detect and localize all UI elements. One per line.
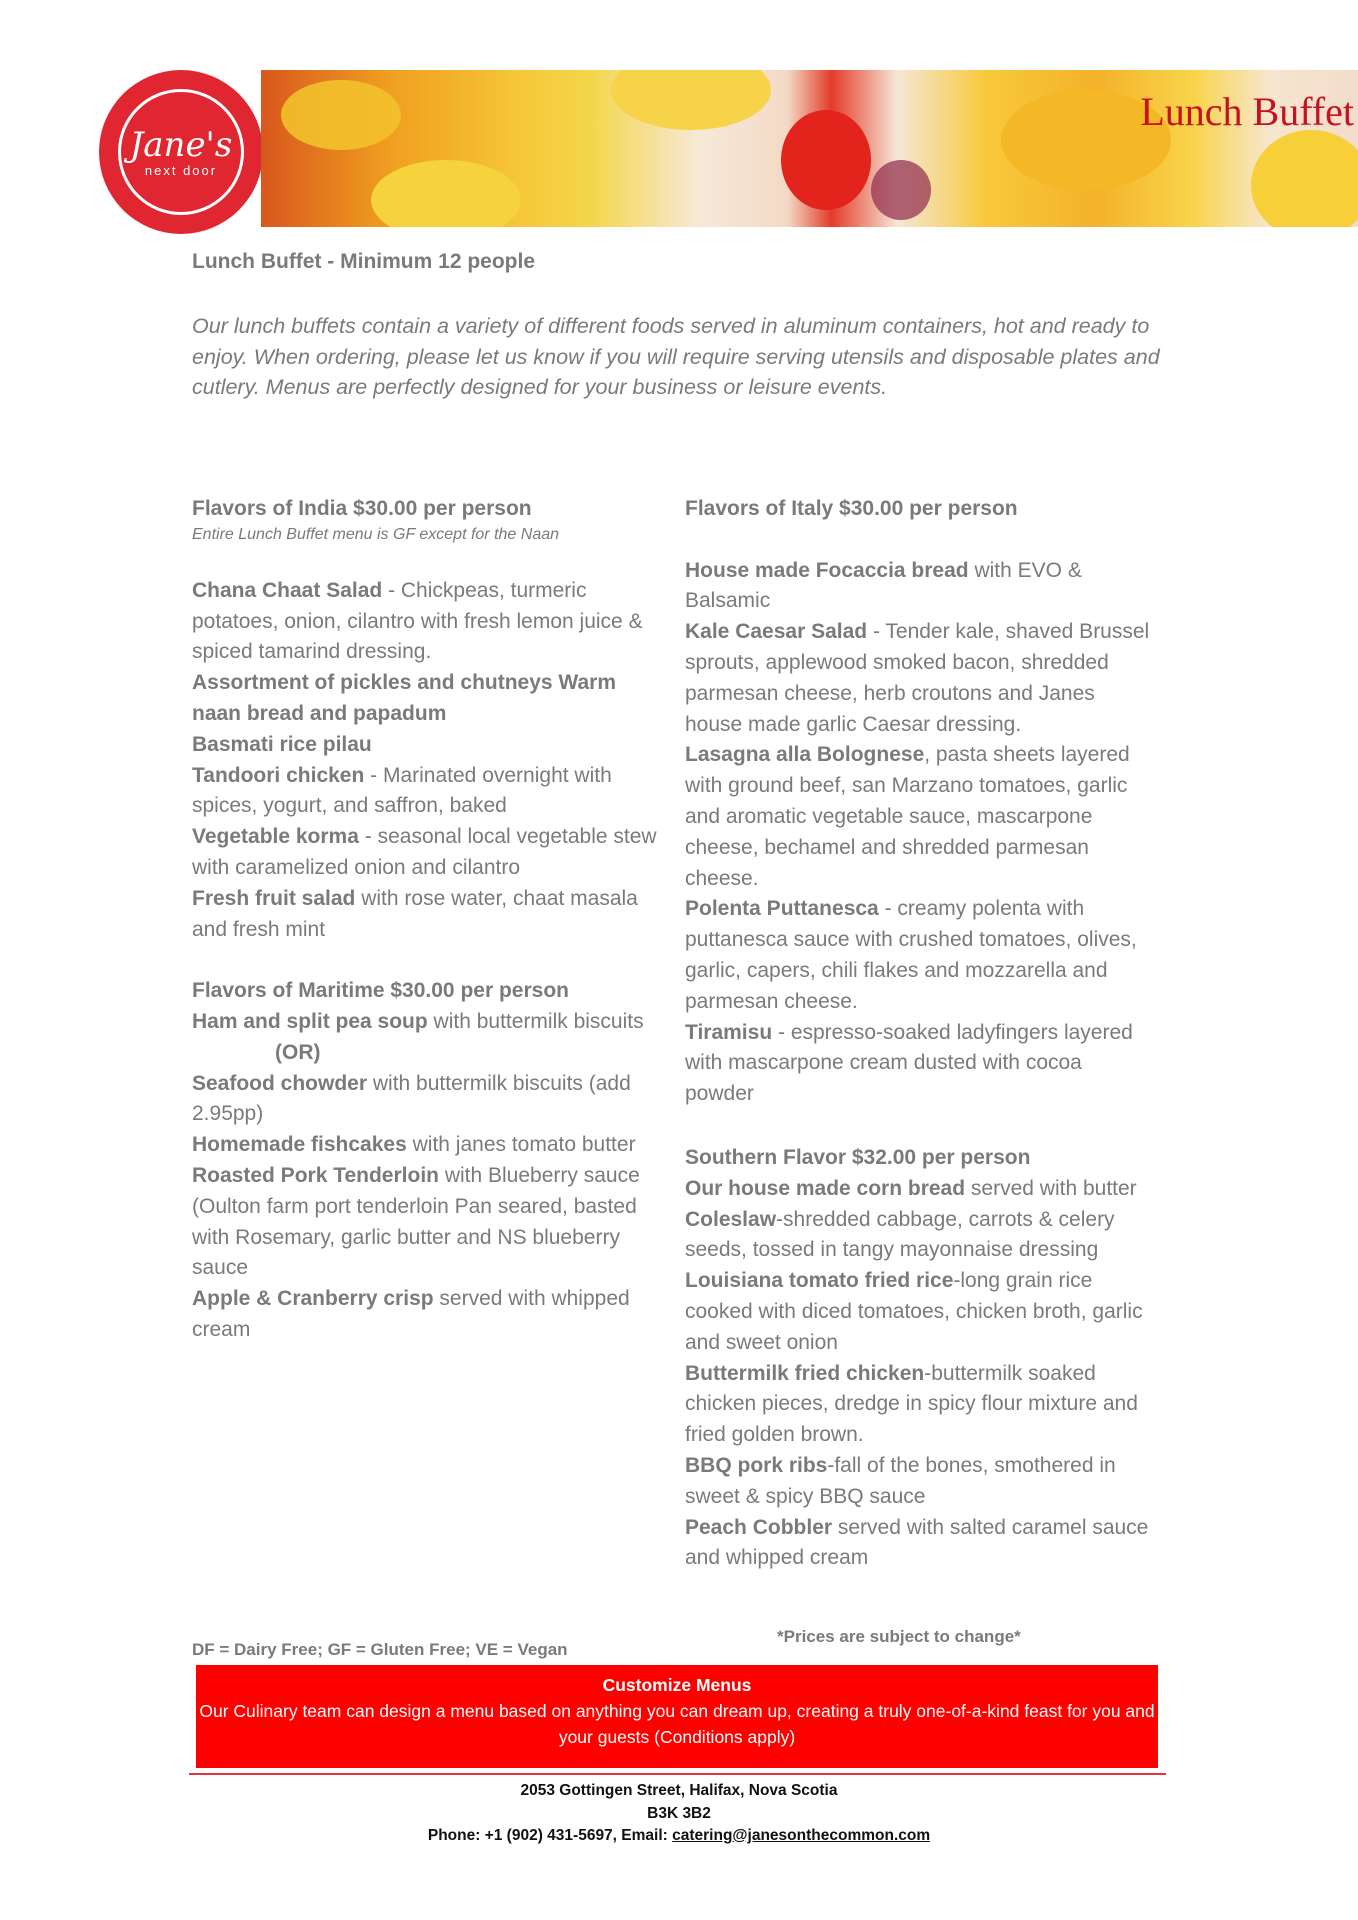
logo-ring — [118, 89, 244, 215]
menu-item: Basmati rice pilau — [192, 732, 372, 756]
customize-title: Customize Menus — [602, 1675, 752, 1695]
india-title: Flavors of India $30.00 per person — [192, 497, 532, 520]
menu-item: Apple & Cranberry crisp served with whipped cream — [192, 1287, 630, 1341]
india-items — [192, 576, 662, 946]
menu-item: Peach Cobbler served with salted caramel sauce and whipped cream — [685, 1515, 1149, 1570]
address-line-1: 2053 Gottingen Street, Halifax, Nova Scotia — [520, 1782, 838, 1799]
tomato-shape — [781, 110, 871, 210]
prices-note: *Prices are subject to change* — [777, 1627, 1021, 1646]
corn-shape — [611, 70, 771, 130]
menu-item: Homemade fishcakes with janes tomato butter — [192, 1133, 636, 1157]
left-column — [192, 494, 662, 1346]
menu-item: Lasagna alla Bolognese, pasta sheets layered with ground beef, san Marzano tomatoes, garlic and aromatic vegetable sauce, mascarpone cheese, bechamel and shredded parmesan cheese. — [685, 743, 1130, 890]
right-column — [685, 494, 1155, 1574]
banner-title: Lunch Buffet — [1140, 89, 1354, 134]
customize-text: Our Culinary team can design a menu based on anything you can dream up, creating a truly one-of-a-kind feast for you and your guests (Conditions apply) — [199, 1701, 1155, 1747]
address-block — [0, 1780, 1358, 1848]
contact-line — [0, 1825, 1358, 1848]
intro-paragraph: Our lunch buffets contain a variety of different foods served in aluminum containers, hot and ready to enjoy. When ordering, please let us know if you will require serving utensils and disposable plates and cutlery. Menus are perfectly designed for your business or leisure events. — [192, 314, 1160, 399]
southern-title: Southern Flavor $32.00 per person — [685, 1145, 1031, 1169]
customize-menus-panel — [196, 1665, 1158, 1768]
logo-name: Jane's — [129, 124, 233, 165]
menu-item: Our house made corn bread served with butter — [685, 1176, 1137, 1200]
header-banner-image — [261, 70, 1358, 227]
footer-divider — [189, 1773, 1166, 1775]
logo-subtitle: next door — [144, 162, 218, 178]
page-heading: Lunch Buffet - Minimum 12 people — [192, 250, 536, 273]
corn-shape — [1251, 130, 1358, 227]
menu-item: Seafood chowder with buttermilk biscuits (add 2.95pp) — [192, 1071, 631, 1126]
menu-item: Louisiana tomato fried rice-long grain rice cooked with diced tomatoes, chicken broth, garlic and sweet onion — [685, 1269, 1143, 1354]
india-gf-note: Entire Lunch Buffet menu is GF except for the Naan — [192, 525, 560, 543]
email-link[interactable]: catering@janesonthecommon.com — [672, 1827, 931, 1844]
menu-item: Tiramisu - espresso-soaked ladyfingers layered with mascarpone cream dusted with cocoa powder — [685, 1020, 1133, 1106]
contact-phone: Phone: +1 (902) 431-5697, Email: — [427, 1827, 673, 1844]
menu-item: Tandoori chicken - Marinated overnight with spices, yogurt, and saffron, baked — [192, 763, 612, 818]
or-separator: (OR) — [275, 1040, 321, 1064]
italy-title: Flavors of Italy $30.00 per person — [685, 497, 1018, 520]
menu-item: BBQ pork ribs-fall of the bones, smothered in sweet & spicy BBQ sauce — [685, 1453, 1116, 1508]
diet-legend: DF = Dairy Free; GF = Gluten Free; VE = Vegan — [192, 1640, 568, 1659]
corn-shape — [371, 160, 521, 227]
address-line-2: B3K 3B2 — [647, 1804, 711, 1822]
janes-logo — [99, 70, 263, 234]
corn-shape — [281, 80, 401, 150]
maritime-title: Flavors of Maritime $30.00 per person — [192, 979, 569, 1003]
menu-item: Fresh fruit salad with rose water, chaat masala and fresh mint — [192, 886, 638, 941]
onion-shape — [871, 160, 931, 220]
menu-item: Ham and split pea soup with buttermilk biscuits — [192, 1009, 644, 1033]
menu-item: Vegetable korma - seasonal local vegetable stew with caramelized onion and cilantro — [192, 825, 657, 879]
menu-item: Kale Caesar Salad - Tender kale, shaved Brussel sprouts, applewood smoked bacon, shredded parmesan cheese, herb croutons and Janes house made garlic Caesar dressing. — [685, 620, 1150, 736]
menu-item: Roasted Pork Tenderloin with Blueberry sauce (Oulton farm port tenderloin Pan seared, basted with Rosemary, garlic butter and NS blueberry sauce — [192, 1163, 640, 1280]
menu-item: Chana Chaat Salad - Chickpeas, turmeric potatoes, onion, cilantro with fresh lemon juice & spiced tamarind dressing. — [192, 578, 643, 664]
menu-item: Coleslaw-shredded cabbage, carrots & celery seeds, tossed in tangy mayonnaise dressing — [685, 1207, 1115, 1262]
menu-item: Buttermilk fried chicken-buttermilk soaked chicken pieces, dredge in spicy flour mixture and fried golden brown. — [685, 1361, 1138, 1447]
menu-item: Assortment of pickles and chutneys Warm naan bread and papadum — [192, 671, 616, 725]
menu-item: Polenta Puttanesca - creamy polenta with puttanesca sauce with crushed tomatoes, olives, garlic, capers, chili flakes and mozzarella and parmesan cheese. — [685, 897, 1137, 1013]
menu-item: House made Focaccia bread with EVO & Balsamic — [685, 558, 1082, 613]
